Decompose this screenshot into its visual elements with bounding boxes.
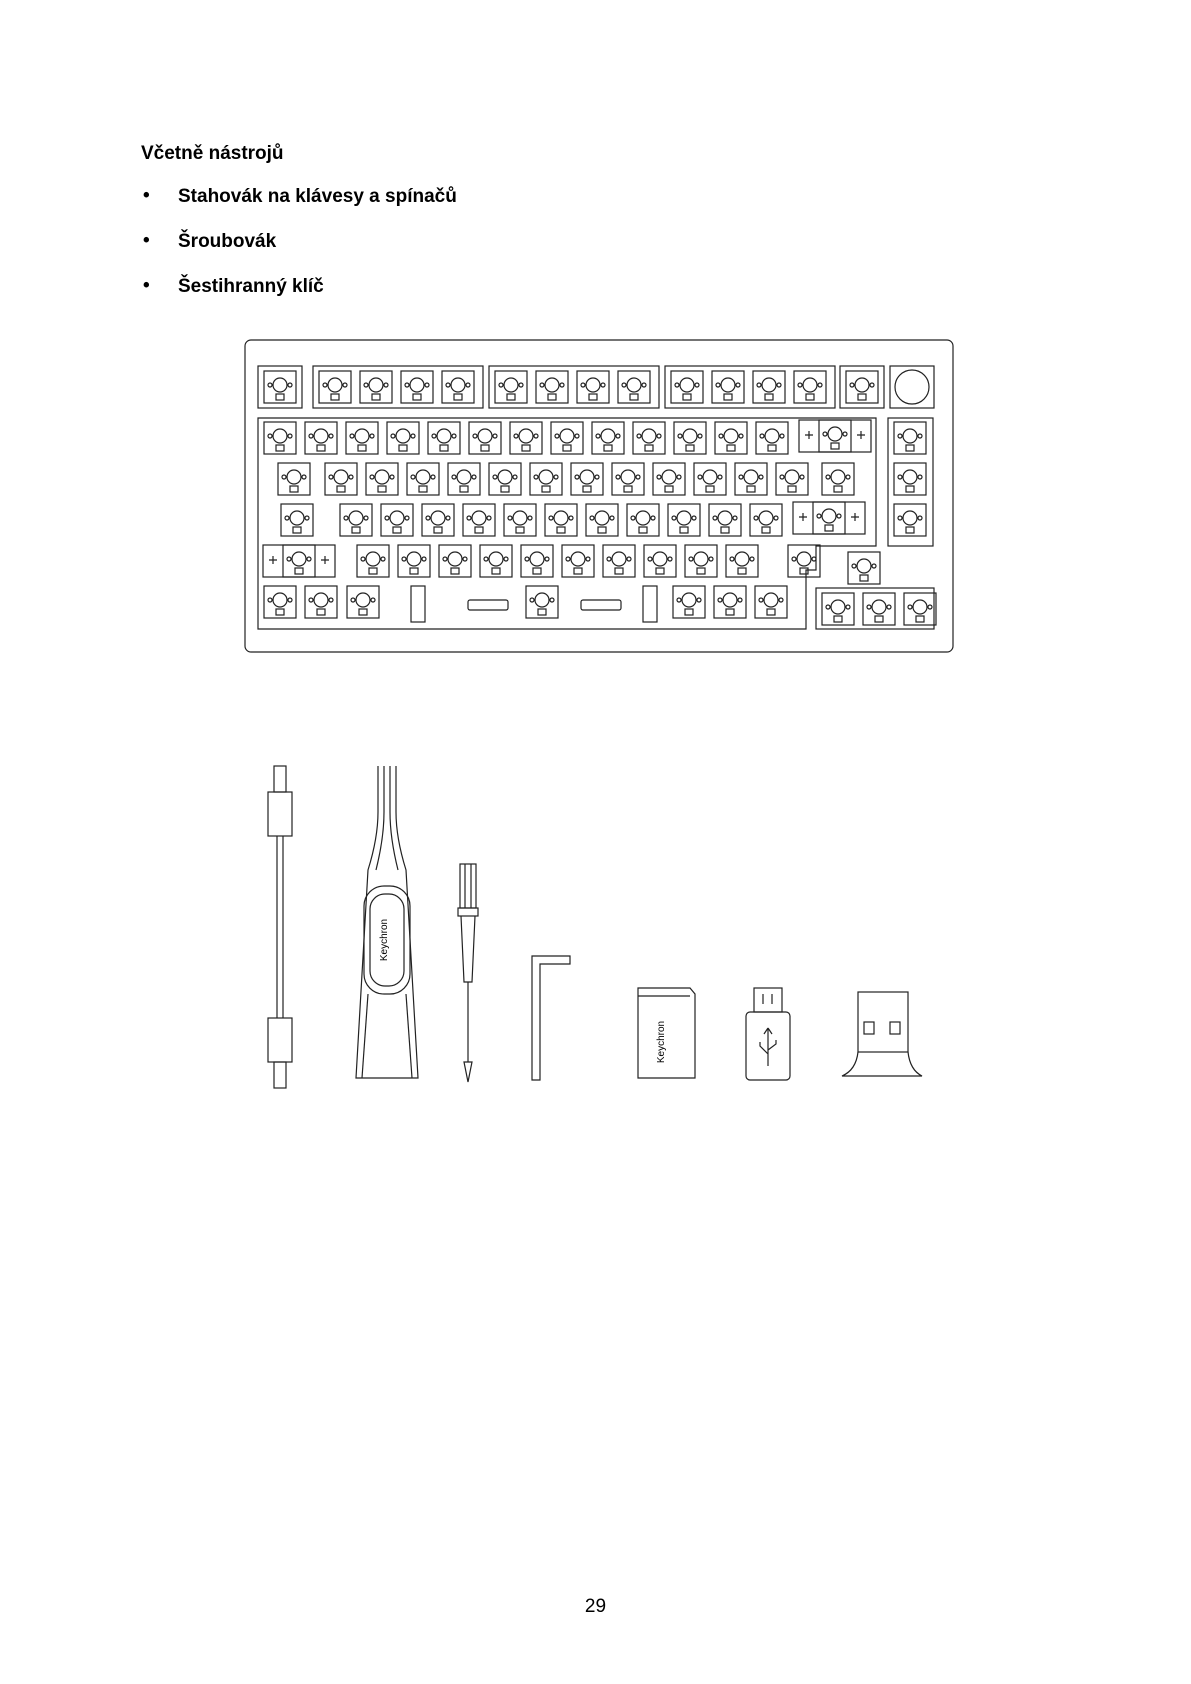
list-item: • Stahovák na klávesy a spínačů [141, 186, 457, 231]
switch-cutout [422, 504, 454, 536]
stabilizer-slot [411, 586, 425, 622]
switch-cutout [489, 463, 521, 495]
switch-cutout [586, 504, 618, 536]
keyboard-plate-diagram [243, 338, 955, 654]
switch-cutout [715, 422, 747, 454]
spacebar-slot [581, 600, 621, 610]
switch-cutout [305, 586, 337, 618]
switch-cutout [480, 545, 512, 577]
switch-cutout [592, 422, 624, 454]
stabilizer-cutout [799, 420, 871, 452]
switch-cutout [495, 371, 527, 403]
wireless-receiver-icon [746, 988, 790, 1080]
switch-cutout [612, 463, 644, 495]
switch-cutout [714, 586, 746, 618]
switch-cutout [401, 371, 433, 403]
switch-cutout [325, 463, 357, 495]
switch-cutout [671, 371, 703, 403]
usb-extender-icon [842, 992, 922, 1076]
switch-cutout [347, 586, 379, 618]
switch-cutout [319, 371, 351, 403]
switch-cutout [305, 422, 337, 454]
switch-cutout [788, 545, 820, 577]
switch-cutout [387, 422, 419, 454]
switch-cutout [407, 463, 439, 495]
switch-cutout [673, 586, 705, 618]
switch-cutout [526, 586, 558, 618]
switch-cutout [794, 371, 826, 403]
switch-cutout [381, 504, 413, 536]
tools-list [141, 186, 457, 321]
switch-cutout [894, 422, 926, 454]
switch-cutout [283, 545, 315, 577]
switch-cutout [776, 463, 808, 495]
stabilizer-cutout [793, 502, 865, 534]
switch-cutout [510, 422, 542, 454]
switch-cutout [848, 552, 880, 584]
switch-cutout [694, 463, 726, 495]
switch-cutout [360, 371, 392, 403]
switch-cutout [627, 504, 659, 536]
switch-cutout [863, 593, 895, 625]
switch-cutout [530, 463, 562, 495]
switch-cutout [469, 422, 501, 454]
screwdriver-icon [458, 864, 478, 1082]
list-item: • Šroubovák [141, 231, 457, 276]
stabilizer-cutout [263, 545, 335, 577]
switch-cutout [894, 504, 926, 536]
switch-cutout [571, 463, 603, 495]
switch-cutout [521, 545, 553, 577]
switch-cutout [264, 371, 296, 403]
switch-cutout [442, 371, 474, 403]
switch-cutout [633, 422, 665, 454]
tools-illustration [250, 760, 970, 1100]
switch-cutout [618, 371, 650, 403]
brand-label: Keychron [656, 1020, 667, 1064]
switch-cutout [366, 463, 398, 495]
switch-cutout [819, 420, 851, 452]
switch-cutout [822, 463, 854, 495]
brand-label: Keychron [379, 918, 390, 962]
switch-cutout [463, 504, 495, 536]
switch-cutout [562, 545, 594, 577]
switch-cutout [264, 422, 296, 454]
stabilizer-slot [643, 586, 657, 622]
switch-cutout [281, 504, 313, 536]
switch-cutout [577, 371, 609, 403]
switch-cutout [685, 545, 717, 577]
switch-cutout [756, 422, 788, 454]
switch-cutout [340, 504, 372, 536]
switch-cutout [357, 545, 389, 577]
list-item: • Šestihranný klíč [141, 276, 457, 321]
section-heading: Včetně nástrojů [141, 143, 284, 164]
switch-cutout [603, 545, 635, 577]
switch-cutout [398, 545, 430, 577]
switch-cutout [545, 504, 577, 536]
switch-cutout [439, 545, 471, 577]
switch-cutout [264, 586, 296, 618]
switch-cutout [428, 422, 460, 454]
switch-cutout [750, 504, 782, 536]
usb-adapter-icon [638, 988, 695, 1078]
switch-cutout [536, 371, 568, 403]
usb-c-cable-icon [268, 766, 292, 1088]
switch-cutout [712, 371, 744, 403]
switch-cutout [674, 422, 706, 454]
hex-key-icon [532, 956, 570, 1080]
switch-cutout [726, 545, 758, 577]
switch-cutout [278, 463, 310, 495]
page-number: 29 [584, 1596, 607, 1617]
switch-cutout [894, 463, 926, 495]
switch-cutout [753, 371, 785, 403]
switch-cutout [551, 422, 583, 454]
switch-cutout [904, 593, 936, 625]
switch-cutout [448, 463, 480, 495]
switch-cutout [346, 422, 378, 454]
switch-cutout [735, 463, 767, 495]
keycap-switch-puller-icon [356, 766, 418, 1078]
switch-cutout [653, 463, 685, 495]
switch-cutout [755, 586, 787, 618]
spacebar-slot [468, 600, 508, 610]
switch-cutout [644, 545, 676, 577]
switch-cutout [709, 504, 741, 536]
switch-cutout [813, 502, 845, 534]
switch-cutout [822, 593, 854, 625]
switch-cutout [504, 504, 536, 536]
switch-cutout [846, 371, 878, 403]
switch-cutout [668, 504, 700, 536]
